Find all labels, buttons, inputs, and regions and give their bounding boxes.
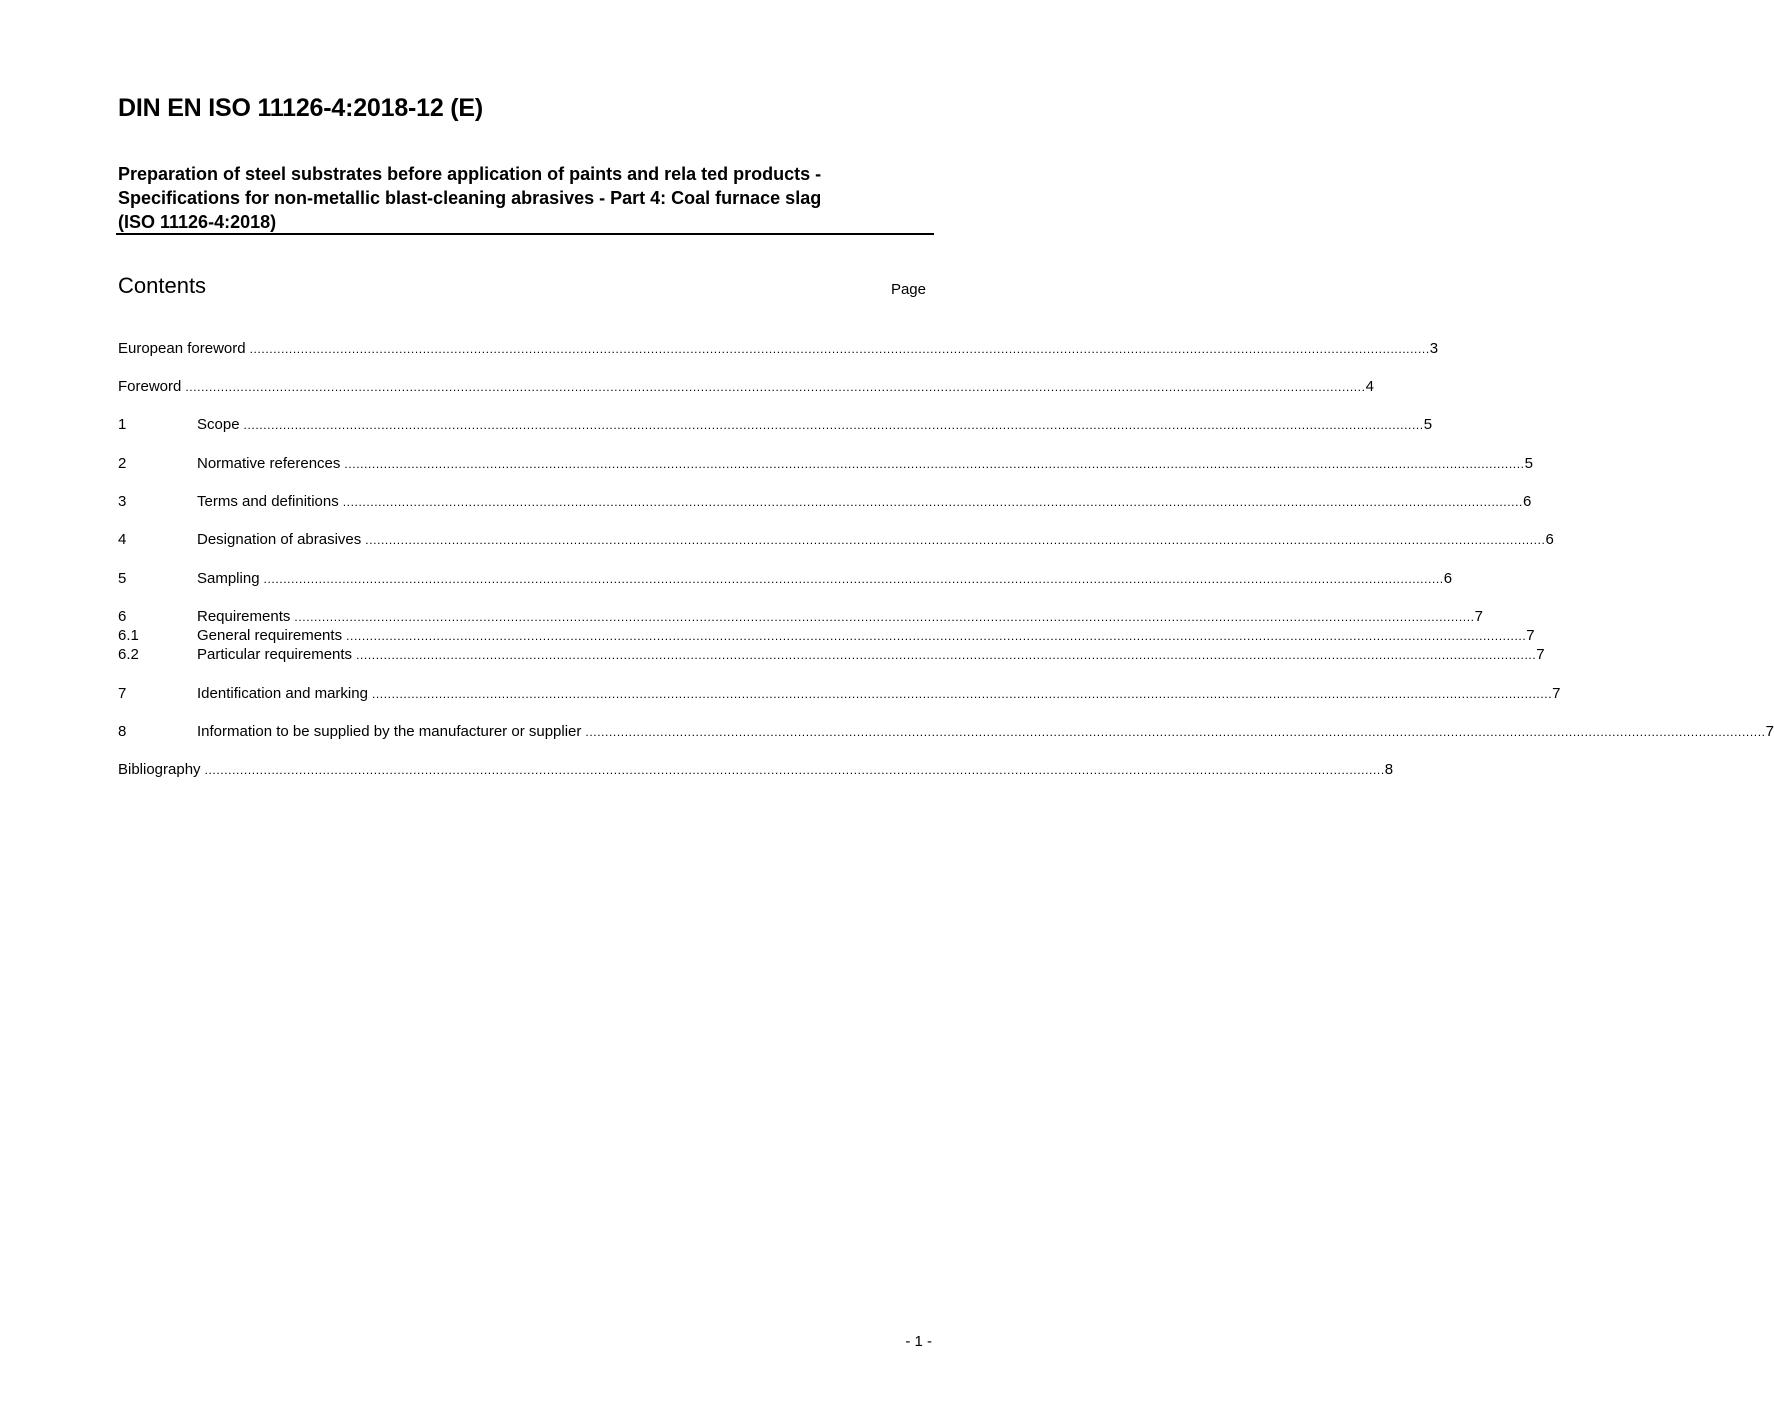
toc-dot-leader: ............................................................................................................................................................................................................................................................................................................: [263, 572, 1444, 586]
toc-entry-page: 3: [1429, 340, 1439, 357]
toc-entry[interactable]: [118, 760, 1394, 779]
toc-entry-label: Sampling: [197, 570, 260, 587]
toc-entry-label: Bibliography: [118, 761, 201, 778]
toc-entry-page: 7: [1536, 646, 1545, 663]
toc-entry-page: 5: [1423, 416, 1433, 433]
toc-entry-number: 7: [118, 685, 127, 702]
toc-entry-page: 7: [1526, 627, 1535, 644]
toc-entry[interactable]: [118, 492, 1532, 511]
toc-entry-page: 6: [1522, 493, 1532, 510]
toc-entry-number: 1: [118, 416, 127, 433]
toc-entry-label: European foreword: [118, 340, 246, 357]
toc-entry-label: Particular requirements: [197, 646, 353, 663]
toc-dot-leader: ............................................................................................................................................................................................................................................................................................................: [356, 648, 1537, 662]
toc-entry-label: Identification and marking: [197, 685, 368, 702]
toc-entry[interactable]: [118, 530, 1554, 549]
toc-entry[interactable]: [118, 339, 1439, 358]
toc-dot-leader: ............................................................................................................................................................................................................................................................................................................: [185, 380, 1366, 394]
toc-entry-label: Information to be supplied by the manufacturer or supplier: [197, 723, 582, 740]
page-column-heading: Page: [890, 281, 926, 298]
document-title-line: Specifications for non-metallic blast-cleaning abrasives - Part 4: Coal furnace slag: [118, 188, 822, 208]
toc-dot-leader: ............................................................................................................................................................................................................................................................................................................: [585, 725, 1766, 739]
toc-entry-label: Designation of abrasives: [197, 531, 362, 548]
toc-entry-page: 6: [1545, 531, 1554, 548]
toc-entry[interactable]: [118, 684, 1561, 703]
document-title-line: (ISO 11126-4:2018): [118, 212, 277, 232]
toc-entry-label: General requirements: [197, 627, 343, 644]
toc-entry-number: 3: [118, 493, 127, 510]
toc-entry-page: 4: [1365, 378, 1374, 395]
toc-entry[interactable]: [118, 415, 1433, 434]
toc-entry-number: 4: [118, 531, 127, 548]
toc-dot-leader: ............................................................................................................................................................................................................................................................................................................: [243, 418, 1424, 432]
page-number: - 1 -: [905, 1333, 932, 1350]
toc-entry-page: 7: [1552, 685, 1561, 702]
toc-entry-number: 6: [118, 608, 127, 625]
toc-dot-leader: ............................................................................................................................................................................................................................................................................................................: [204, 763, 1385, 777]
toc-entry-page: 8: [1384, 761, 1394, 778]
contents-heading: Contents: [118, 273, 207, 298]
toc-entry-label: Requirements: [197, 608, 291, 625]
toc-entry-number: 2: [118, 455, 127, 472]
toc-entry-number: 6.2: [118, 646, 139, 663]
toc-entry[interactable]: [118, 377, 1374, 396]
toc-entry-page: 5: [1524, 455, 1533, 472]
title-divider: [116, 233, 934, 235]
toc-dot-leader: ............................................................................................................................................................................................................................................................................................................: [371, 687, 1553, 701]
toc-entry-number: 6.1: [118, 627, 139, 644]
document-title: [118, 162, 918, 234]
toc-entry-number: 8: [118, 723, 127, 740]
toc-entry[interactable]: [118, 607, 1483, 626]
toc-entry[interactable]: [118, 645, 1545, 664]
toc-entry-label: Normative references: [197, 455, 341, 472]
toc-entry[interactable]: [118, 626, 1535, 645]
toc-dot-leader: ............................................................................................................................................................................................................................................................................................................: [344, 457, 1525, 471]
toc-dot-leader: ............................................................................................................................................................................................................................................................................................................: [365, 533, 1546, 547]
toc-entry-label: Foreword: [118, 378, 182, 395]
toc-entry[interactable]: [118, 569, 1453, 588]
document-title-line: Preparation of steel substrates before application of paints and rela ted products -: [118, 164, 822, 184]
toc-entry-page: 7: [1765, 723, 1774, 740]
document-id: DIN EN ISO 11126-4:2018-12 (E): [118, 94, 484, 122]
toc-dot-leader: ............................................................................................................................................................................................................................................................................................................: [249, 342, 1430, 356]
toc-entry-number: 5: [118, 570, 127, 587]
toc-entry-page: 7: [1474, 608, 1483, 625]
toc-entry-label: Terms and definitions: [197, 493, 339, 510]
toc-dot-leader: ............................................................................................................................................................................................................................................................................................................: [346, 629, 1527, 643]
toc-dot-leader: ............................................................................................................................................................................................................................................................................................................: [342, 495, 1523, 509]
toc-entry-page: 6: [1443, 570, 1453, 587]
toc-entry-label: Scope: [197, 416, 240, 433]
toc-entry[interactable]: [118, 722, 1774, 741]
toc-entry[interactable]: [118, 454, 1533, 473]
toc-dot-leader: ............................................................................................................................................................................................................................................................................................................: [294, 610, 1475, 624]
